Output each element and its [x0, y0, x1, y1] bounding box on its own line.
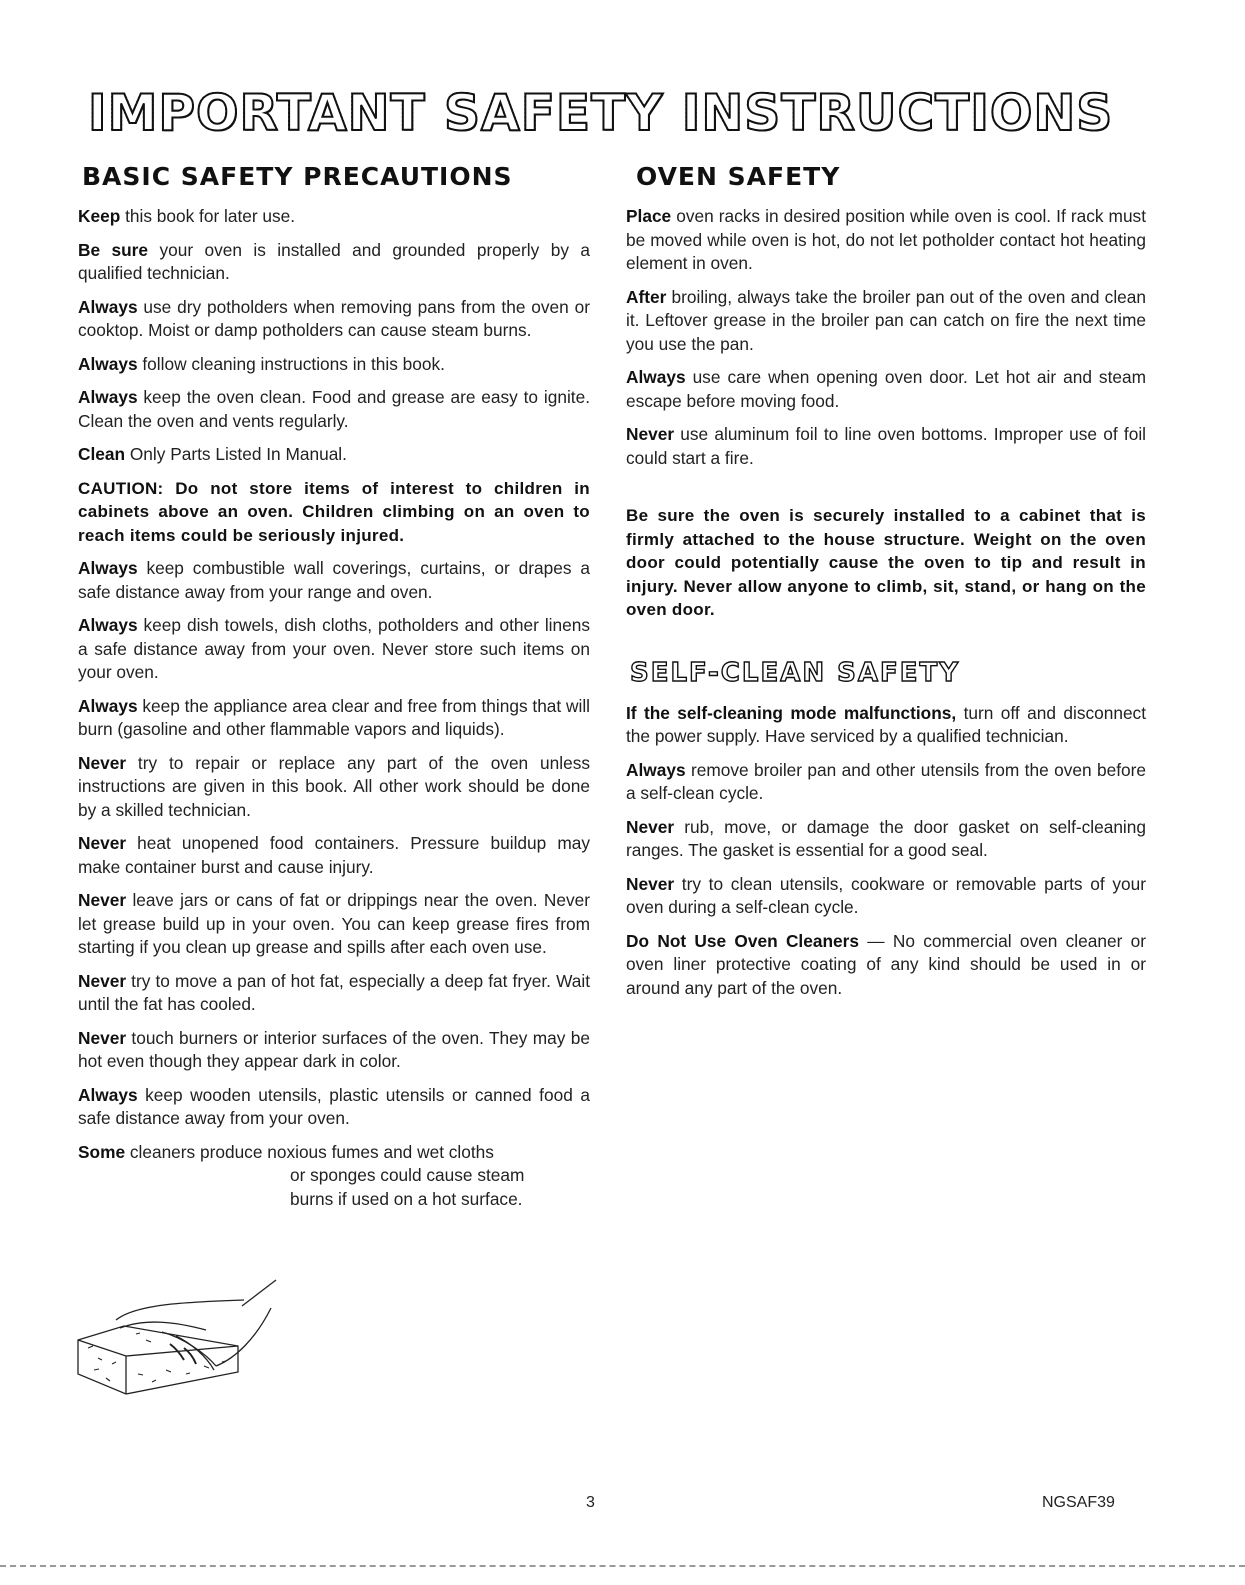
oven-safety-item: Never use aluminum foil to line oven bottoms. Improper use of foil could start a fire.	[626, 424, 1146, 468]
precaution-item: Always keep combustible wall coverings, curtains, or drapes a safe distance away from your range and oven.	[78, 558, 590, 602]
hand-sponge-illustration	[66, 1278, 286, 1408]
self-clean-item: If the self-cleaning mode malfunctions, turn off and disconnect the power supply. Have serviced by a qualified technician.	[626, 702, 1146, 746]
noxious-fumes-line3: burns if used on a hot surface.	[290, 1188, 523, 1209]
precaution-item: Always keep the appliance area clear and free from things that will burn (gasoline and other flammable vapors and liquids).	[78, 695, 591, 739]
precaution-item: Always keep dish towels, dish cloths, potholders and other linens a safe distance away from your oven. Never store such items on your oven.	[78, 615, 590, 682]
precaution-item: Never try to repair or replace any part of the oven unless instructions are given in this book. All other work should be done by a skilled technician.	[78, 752, 590, 820]
tip-over-warning: Be sure the oven is securely installed to a cabinet that is firmly attached to the house structure. Weight on the oven door could potentially cause the oven to tip and result in injury. Never allow anyone to climb, sit, stand, or hang on the oven door.	[626, 506, 1146, 619]
self-clean-item: Never rub, move, or damage the door gasket on self-cleaning ranges. The gasket is essential for a good seal.	[626, 816, 1146, 860]
right-column	[626, 162, 1146, 1010]
noxious-fumes-item: Some cleaners produce noxious fumes and wet cloths	[78, 1141, 494, 1162]
precaution-item: Never try to move a pan of hot fat, especially a deep fat fryer. Wait until the fat has cooled.	[78, 970, 590, 1014]
self-clean-item: Never try to clean utensils, cookware or removable parts of your oven during a self-clean cycle.	[626, 873, 1146, 917]
basic-safety-heading: BASIC SAFETY PRECAUTIONS	[82, 162, 513, 191]
caution-note: CAUTION: Do not store items of interest to children in cabinets above an oven. Children climbing on an oven to reach items could be seriously injured.	[78, 478, 590, 545]
self-clean-safety-heading: SELF-CLEAN SAFETY	[630, 657, 961, 688]
precaution-item: Never heat unopened food containers. Pressure buildup may make container burst and cause injury.	[78, 833, 590, 877]
page-number: 3	[586, 1494, 595, 1511]
basic-safety-column	[78, 162, 590, 1221]
oven-safety-item: Place oven racks in desired position while oven is cool. If rack must be moved while oven is hot, do not let potholder contact hot heating element in oven.	[626, 206, 1146, 273]
precaution-item: Always keep wooden utensils, plastic utensils or canned food a safe distance away from your oven.	[78, 1084, 590, 1128]
self-clean-item: Always remove broiler pan and other utensils from the oven before a self-clean cycle.	[626, 759, 1146, 803]
oven-safety-item: After broiling, always take the broiler pan out of the oven and clean it. Leftover grease in the broiler pan can catch on fire the next time you use the pan.	[626, 286, 1146, 354]
precaution-item: Keep this book for later use.	[78, 206, 296, 226]
precaution-item: Never leave jars or cans of fat or drippings near the oven. Never let grease build up in your oven. You can keep grease fires from starting if you clean up grease and spills after each oven use.	[78, 890, 590, 957]
self-clean-item: Do Not Use Oven Cleaners — No commercial oven cleaner or oven liner protective coating of any kind should be used in or around any part of the oven.	[626, 930, 1146, 998]
precaution-item: Always use dry potholders when removing pans from the oven or cooktop. Moist or damp potholders can cause steam burns.	[78, 296, 590, 340]
precaution-item: Be sure your oven is installed and grounded properly by a qualified technician.	[78, 239, 590, 283]
document-code: NGSAF39	[1042, 1494, 1115, 1511]
precaution-item: Always keep the oven clean. Food and grease are easy to ignite. Clean the oven and vents regularly.	[78, 387, 590, 431]
oven-safety-heading: OVEN SAFETY	[636, 162, 841, 191]
precaution-item: Always follow cleaning instructions in this book.	[78, 353, 445, 374]
precaution-item: Clean Only Parts Listed In Manual.	[78, 444, 347, 464]
bottom-divider	[0, 1565, 1245, 1567]
noxious-fumes-line2: or sponges could cause steam	[290, 1165, 525, 1185]
oven-safety-item: Always use care when opening oven door. Let hot air and steam escape before moving food.	[626, 367, 1146, 411]
page-title: IMPORTANT SAFETY INSTRUCTIONS	[88, 88, 1208, 138]
precaution-item: Never touch burners or interior surfaces of the oven. They may be hot even though they appear dark in color.	[78, 1027, 590, 1071]
